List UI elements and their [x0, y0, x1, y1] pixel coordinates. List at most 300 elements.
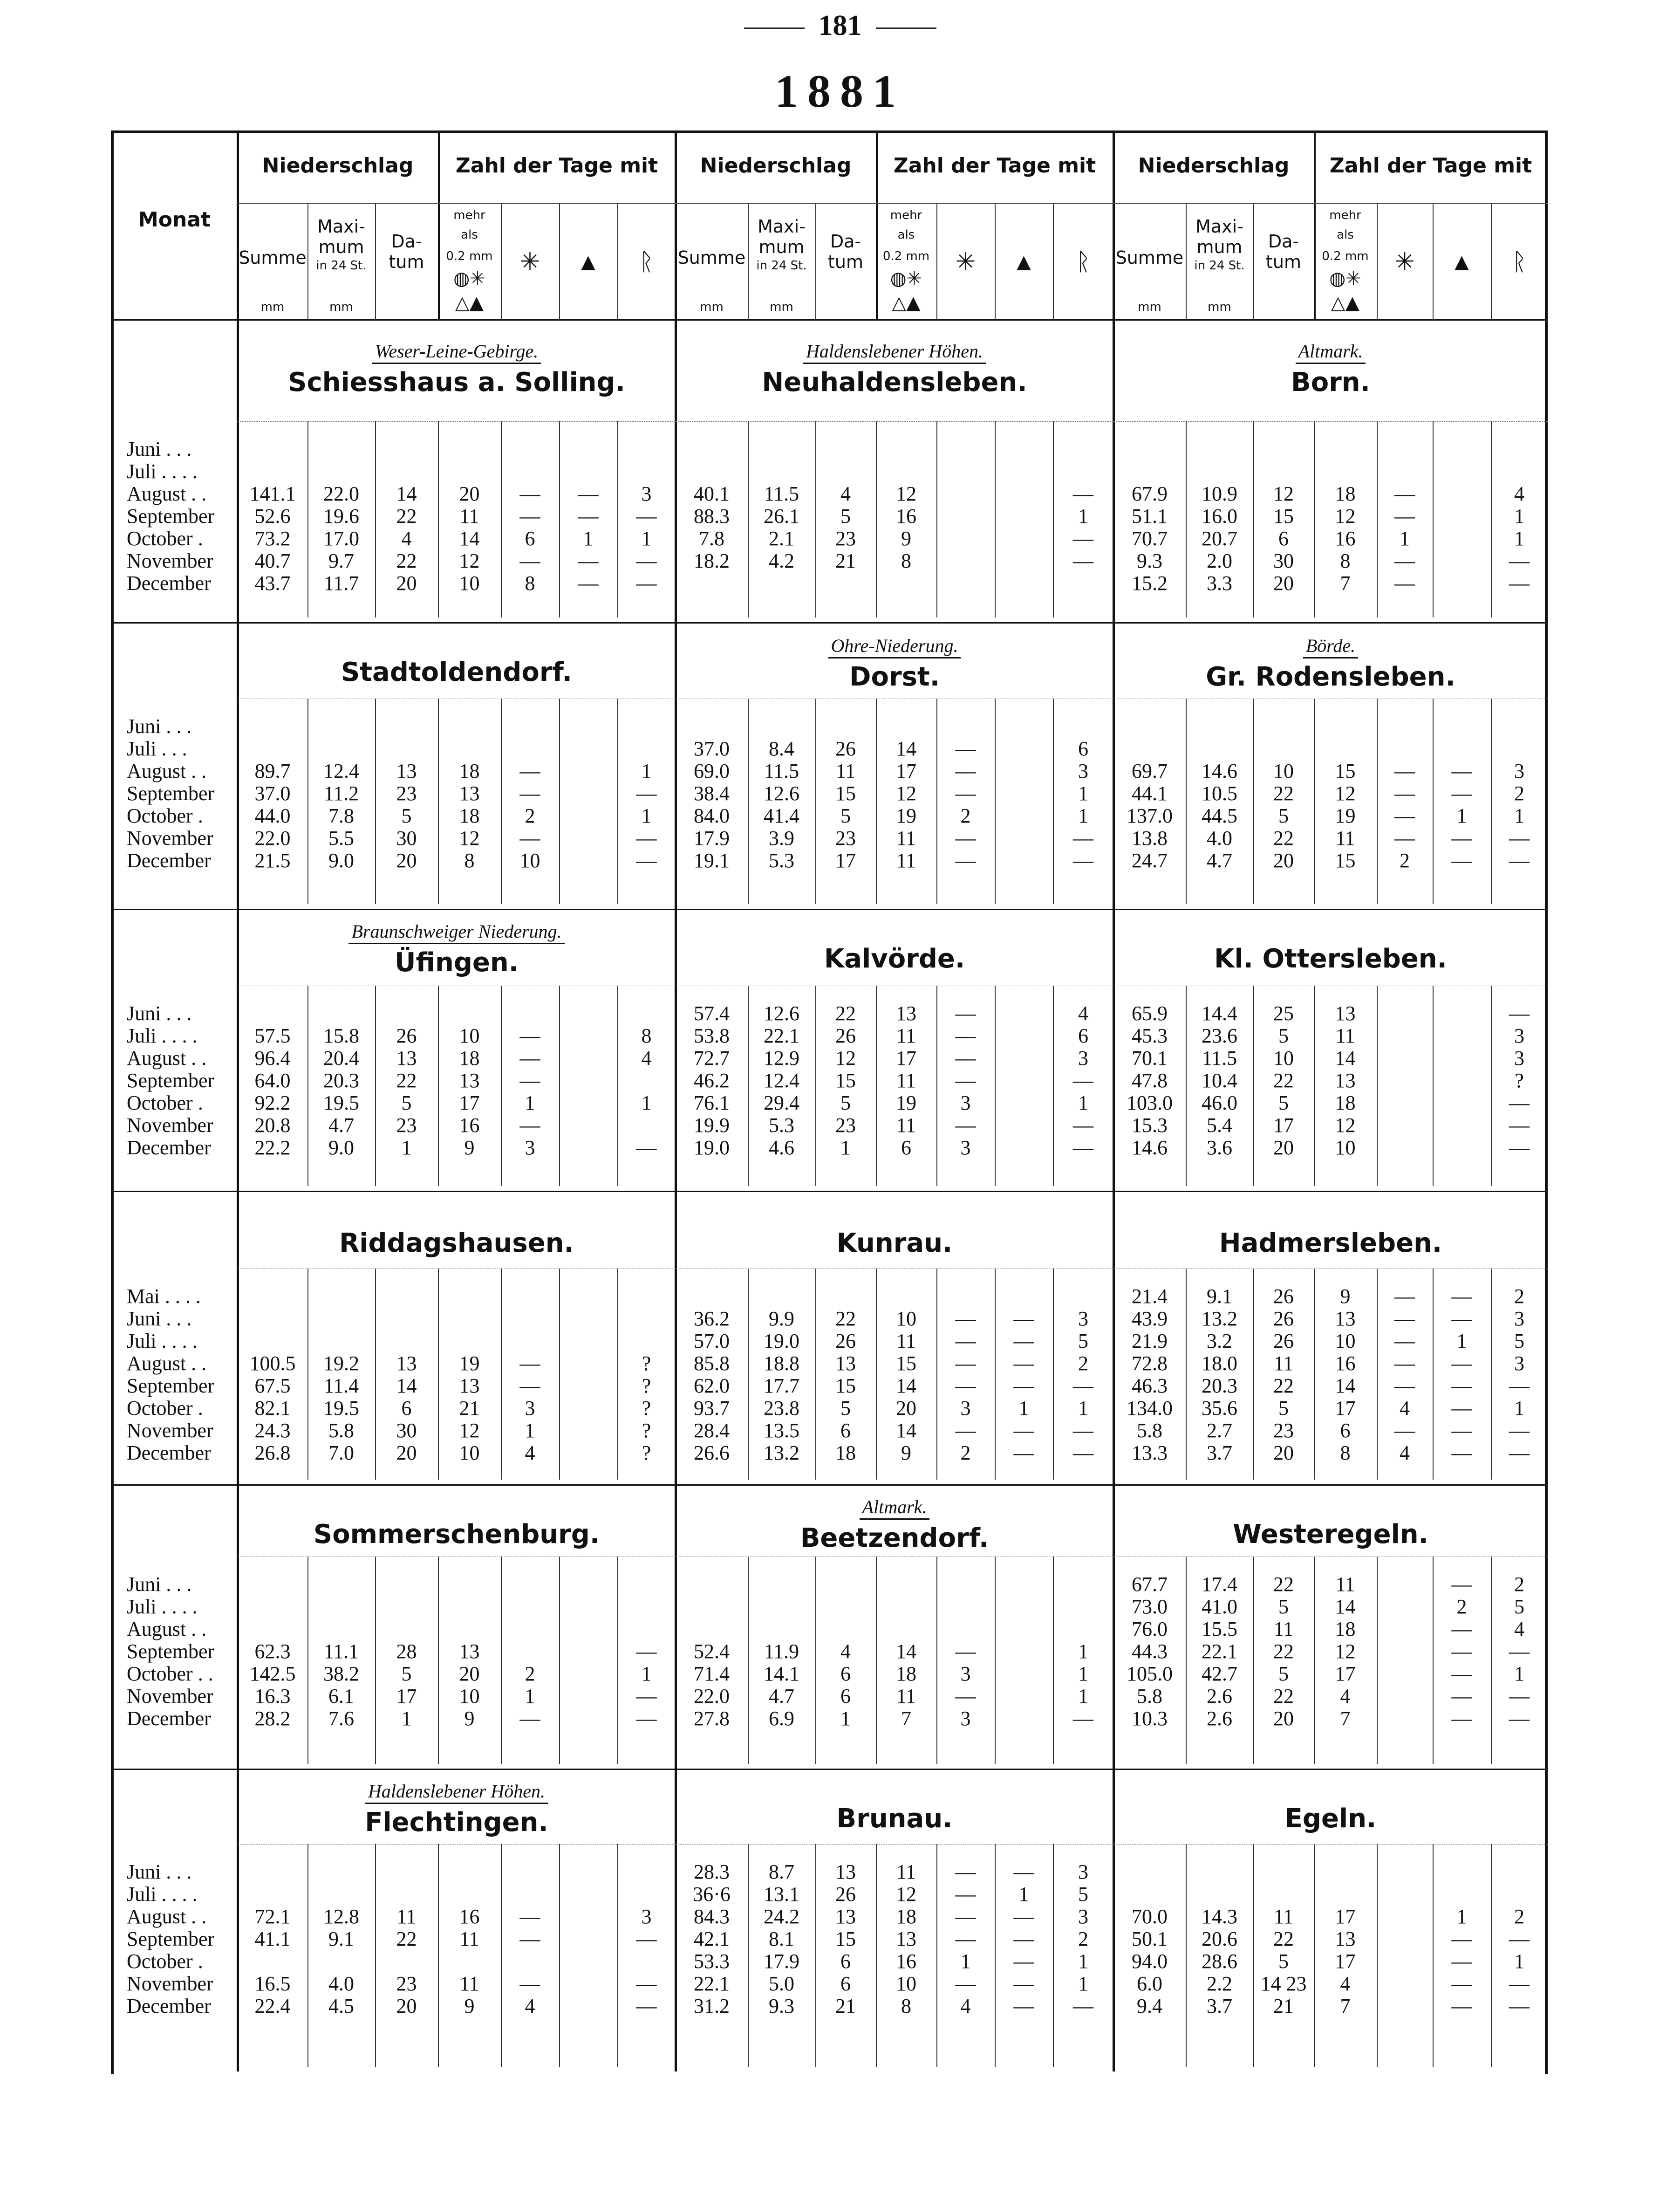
station-name: Kunrau. [836, 1228, 953, 1258]
table-cell: 23 [396, 1972, 417, 1995]
mehr-als-3: 0.2 mm [446, 249, 493, 263]
table-cell: — [1073, 1995, 1093, 2017]
table-cell: 11.5 [764, 482, 799, 505]
table-cell: 2 [1400, 849, 1410, 872]
mehr-als-2: als [1337, 228, 1354, 242]
block-data-rule [676, 1844, 1113, 1845]
table-cell: 6 [840, 1972, 851, 1995]
table-cell: 20 [1273, 1707, 1294, 1730]
station-name: Gr. Rodensleben. [1206, 662, 1455, 692]
table-cell: 11 [396, 1905, 417, 1928]
table-cell: 3.2 [1207, 1330, 1232, 1352]
table-cell: — [519, 1905, 540, 1928]
table-cell: 82.1 [254, 1397, 291, 1420]
table-cell: 6 [525, 527, 535, 550]
table-cell: 23 [835, 1114, 856, 1137]
month-label: September [127, 505, 215, 528]
table-cell: 8.4 [769, 737, 794, 760]
table-cell: 3 [1514, 1047, 1524, 1070]
month-label: November [127, 1419, 213, 1442]
table-cell: 7 [1340, 1995, 1351, 2017]
month-label: Mai . . . . [127, 1285, 201, 1308]
table-cell: 19.6 [323, 505, 359, 528]
monat-header: Monat [137, 208, 211, 232]
table-cell: 26.1 [764, 505, 799, 528]
table-cell: 6 [901, 1136, 911, 1159]
table-cell: — [1509, 1707, 1530, 1730]
table-cell: 5 [1278, 1091, 1289, 1114]
table-cell: 17 [896, 760, 916, 782]
table-cell: — [1013, 1927, 1034, 1950]
table-cell: 11 [1273, 1905, 1294, 1928]
table-cell: 38.2 [323, 1662, 359, 1685]
table-cell: — [519, 782, 540, 805]
table-cell: 3 [1078, 1047, 1088, 1070]
table-cell: 11 [459, 1927, 479, 1950]
table-cell: — [955, 1905, 976, 1928]
table-cell: 13 [396, 760, 417, 782]
table-cell: — [1451, 849, 1472, 872]
month-label: December [127, 1136, 211, 1159]
datum-header-1: Da- [1268, 231, 1299, 252]
table-cell: 20 [1273, 572, 1294, 595]
table-cell: — [955, 827, 976, 850]
table-cell: — [1394, 827, 1415, 850]
table-cell: 11 [896, 1685, 916, 1708]
block-data-rule [1113, 421, 1548, 422]
table-cell: 3 [960, 1091, 971, 1114]
month-label: Juli . . . . [127, 460, 198, 483]
table-cell: 17.9 [694, 827, 730, 850]
zahl-der-tage-header: Zahl der Tage mit [1329, 154, 1532, 178]
table-cell: 9.3 [769, 1995, 794, 2017]
month-label: December [127, 1441, 211, 1464]
table-cell: 41.0 [1202, 1595, 1237, 1618]
table-cell: 22.1 [764, 1024, 799, 1047]
table-cell: 13 [1335, 1002, 1356, 1025]
table-cell: 16 [459, 1905, 480, 1928]
mehr-als-1: mehr [453, 208, 485, 222]
table-cell: 19.2 [323, 1352, 359, 1375]
table-cell: — [955, 737, 976, 760]
table-cell: — [519, 549, 540, 572]
table-cell: 14 [896, 737, 916, 760]
table-cell: 13 [835, 1905, 856, 1928]
table-cell: 2 [960, 1441, 971, 1464]
table-cell: — [1013, 1441, 1034, 1464]
table-cell: 11 [459, 1972, 479, 1995]
table-cell: 20 [396, 1441, 417, 1464]
table-cell: — [1394, 1285, 1415, 1308]
table-cell: 14 [896, 1374, 916, 1397]
month-label: Juli . . . . [127, 1024, 198, 1047]
table-cell: 28.6 [1202, 1950, 1237, 1973]
rain-snow-icon: ◍✳ [1329, 268, 1361, 289]
table-cell: 1 [1078, 1091, 1088, 1114]
zahl-der-tage-header: Zahl der Tage mit [455, 154, 658, 178]
data-col-line [501, 1844, 502, 2067]
month-label: Juni . . . [127, 1860, 192, 1883]
table-cell: 13 [459, 1374, 480, 1397]
table-cell: 21 [1273, 1995, 1294, 2017]
table-cell: 7.0 [328, 1441, 354, 1464]
table-cell: 69.0 [694, 760, 730, 782]
table-cell: — [636, 1640, 657, 1663]
table-cell: — [1073, 1374, 1093, 1397]
table-cell: 5 [1514, 1330, 1524, 1352]
table-cell: 3 [960, 1397, 971, 1420]
table-cell: 9 [464, 1707, 475, 1730]
niederschlag-header: Niederschlag [262, 154, 414, 178]
table-cell: 18.0 [1202, 1352, 1237, 1375]
table-cell: 22 [1273, 1640, 1294, 1663]
summe-header: Summe [677, 247, 746, 268]
table-cell: 1 [1078, 1640, 1088, 1663]
table-cell: 5.0 [769, 1972, 794, 1995]
block-data-rule [1113, 1844, 1548, 1845]
table-cell: 1 [641, 804, 652, 827]
table-cell: 6.0 [1137, 1972, 1162, 1995]
month-label: November [127, 827, 213, 850]
table-cell: 4.0 [1207, 827, 1232, 850]
table-cell: — [1509, 1136, 1530, 1159]
station-name: Stadtoldendorf. [341, 657, 573, 687]
table-cell: 26 [1273, 1330, 1294, 1352]
table-cell: 8 [901, 549, 911, 572]
table-cell: — [636, 849, 657, 872]
table-cell: 16 [896, 1950, 916, 1973]
table-cell: — [1013, 1905, 1034, 1928]
table-cell: 8 [1340, 1441, 1351, 1464]
table-cell: 5 [840, 1397, 851, 1420]
table-cell: — [1394, 1374, 1415, 1397]
table-cell: 2 [1514, 1905, 1524, 1928]
month-label: October . [127, 1950, 203, 1973]
table-cell: 9.9 [769, 1307, 794, 1330]
table-cell: 41.4 [764, 804, 799, 827]
station-name: Schiesshaus a. Solling. [288, 367, 625, 398]
region-label-text: Braunschweiger Niederung. [348, 921, 564, 944]
table-cell: 13.8 [1132, 827, 1168, 850]
table-cell: 71.4 [694, 1662, 730, 1685]
table-cell: 5 [401, 1091, 412, 1114]
thunder-icon: ᚱ [639, 248, 654, 276]
hail-graupel-icon: △▲ [1331, 292, 1360, 314]
table-cell: — [636, 827, 657, 850]
table-cell: 17 [1335, 1397, 1356, 1420]
table-cell: 4 [1340, 1685, 1351, 1708]
station-name: Üfingen. [394, 947, 519, 978]
table-cell: 9 [464, 1995, 475, 2017]
month-label: August . . [127, 1905, 207, 1928]
table-cell: 1 [641, 1091, 652, 1114]
region-label [238, 1780, 676, 1802]
table-cell: 1 [1514, 1397, 1524, 1420]
table-cell: — [1073, 549, 1093, 572]
table-cell: 15 [1273, 505, 1294, 528]
table-cell: 20.6 [1202, 1927, 1237, 1950]
region-label [238, 340, 676, 362]
table-cell: 3 [1514, 760, 1524, 782]
table-cell: 10 [459, 1024, 480, 1047]
rain-snow-icon: ◍✳ [453, 268, 485, 289]
table-cell: 26 [835, 1883, 856, 1906]
summe-unit: mm [260, 300, 285, 314]
maximum-unit: mm [1208, 300, 1231, 314]
table-cell: 46.0 [1202, 1091, 1237, 1114]
table-cell: — [1451, 1950, 1472, 1973]
month-label: December [127, 572, 211, 595]
table-cell: 13 [396, 1047, 417, 1070]
table-cell: 35.6 [1202, 1397, 1237, 1420]
table-cell: 20.8 [254, 1114, 291, 1137]
table-cell: — [1073, 827, 1093, 850]
table-cell: 11 [835, 760, 856, 782]
table-cell: 11 [896, 1024, 916, 1047]
table-cell: — [1394, 549, 1415, 572]
table-cell: — [1394, 1330, 1415, 1352]
table-cell: 5 [401, 804, 412, 827]
table-cell: 8.7 [769, 1860, 794, 1883]
table-cell: 5 [1278, 1024, 1289, 1047]
table-cell: 7.8 [328, 804, 354, 827]
table-cell: 9.3 [1137, 549, 1162, 572]
table-cell: — [1451, 1285, 1472, 1308]
station-name: Born. [1291, 367, 1370, 398]
data-col-line [1433, 421, 1434, 617]
table-cell: 85.8 [694, 1352, 730, 1375]
table-cell: 21.5 [254, 849, 291, 872]
table-cell: 142.5 [249, 1662, 296, 1685]
month-label: Juli . . . [127, 737, 187, 760]
table-cell: 26 [396, 1024, 417, 1047]
table-cell: 36·6 [693, 1883, 731, 1906]
table-cell: 7 [901, 1707, 911, 1730]
table-cell: 2.0 [1207, 549, 1232, 572]
table-cell: — [1451, 1995, 1472, 2017]
data-col-line [501, 1557, 502, 1764]
table-cell: — [636, 505, 657, 528]
table-cell: — [1509, 572, 1530, 595]
table-cell: 4.5 [328, 1995, 354, 2017]
table-cell: — [955, 1860, 976, 1883]
month-label: October . . [127, 1662, 213, 1685]
table-cell: — [955, 760, 976, 782]
header-mid-line [238, 203, 676, 204]
table-cell: 72.1 [254, 1905, 291, 1928]
table-cell: 1 [641, 760, 652, 782]
table-cell: 10.4 [1202, 1069, 1237, 1092]
table-cell: 3.3 [1207, 572, 1232, 595]
table-cell: 14 23 [1260, 1972, 1307, 1995]
table-cell: — [1509, 1972, 1530, 1995]
table-cell: 18.8 [764, 1352, 799, 1375]
table-cell: 6 [840, 1685, 851, 1708]
table-cell: 4 [840, 1640, 851, 1663]
table-cell: 45.3 [1132, 1024, 1168, 1047]
table-cell: — [519, 1927, 540, 1950]
table-cell: 10 [896, 1307, 916, 1330]
table-cell: — [1073, 1441, 1093, 1464]
table-cell: — [1013, 1307, 1034, 1330]
table-cell: 20 [396, 1995, 417, 2017]
table-cell: — [519, 1047, 540, 1070]
snow-icon: ✳ [519, 248, 540, 276]
table-cell: — [636, 549, 657, 572]
table-cell: — [1509, 549, 1530, 572]
table-cell: 11.9 [764, 1640, 799, 1663]
table-cell: 7 [1340, 1707, 1351, 1730]
station-name: Egeln. [1284, 1804, 1377, 1834]
table-cell: 22.1 [1202, 1640, 1237, 1663]
table-cell: 1 [401, 1136, 412, 1159]
table-cell: 1 [1514, 505, 1524, 528]
table-cell: 8 [641, 1024, 652, 1047]
table-cell: 10 [459, 1441, 480, 1464]
table-cell: 5 [840, 505, 851, 528]
table-cell: 15 [835, 1927, 856, 1950]
table-cell: — [1451, 1441, 1472, 1464]
data-col-line [1377, 1844, 1378, 2067]
table-cell: — [1394, 804, 1415, 827]
month-label: September [127, 1374, 215, 1397]
month-label: December [127, 1995, 211, 2017]
table-cell: 5 [1514, 1595, 1524, 1618]
table-cell: 3 [1514, 1024, 1524, 1047]
data-col-line [438, 1844, 439, 2067]
table-cell: 4 [1400, 1397, 1410, 1420]
table-cell: 13 [1335, 1069, 1356, 1092]
region-label [1113, 635, 1548, 657]
table-cell: 4 [525, 1995, 535, 2017]
table-cell: 13 [1335, 1927, 1356, 1950]
data-col-line [559, 1269, 560, 1480]
table-cell: 21.4 [1132, 1285, 1168, 1308]
table-cell: 26 [1273, 1285, 1294, 1308]
table-cell: — [1394, 1352, 1415, 1375]
table-cell: 18 [459, 760, 480, 782]
table-cell: 57.5 [254, 1024, 291, 1047]
hail-icon: ▲ [1017, 251, 1031, 273]
header-mid-line [676, 203, 1113, 204]
table-cell: 5.5 [328, 827, 354, 850]
table-cell: 1 [840, 1707, 851, 1730]
table-cell: 26 [835, 1330, 856, 1352]
month-label: Juli . . . . [127, 1883, 198, 1906]
table-cell: — [1451, 1972, 1472, 1995]
table-cell: — [1073, 1114, 1093, 1137]
table-cell: — [1509, 1995, 1530, 2017]
table-cell: — [1451, 1374, 1472, 1397]
table-cell: 17 [396, 1685, 417, 1708]
snow-icon: ✳ [1394, 248, 1415, 276]
table-cell: — [1013, 1972, 1034, 1995]
table-cell: — [578, 505, 599, 528]
table-cell: 44.5 [1202, 804, 1237, 827]
table-cell: 69.7 [1132, 760, 1168, 782]
table-cell: 10.3 [1132, 1707, 1168, 1730]
table-cell: 37.0 [694, 737, 730, 760]
table-cell: 17 [835, 849, 856, 872]
table-cell: ? [642, 1352, 651, 1375]
table-cell: — [955, 849, 976, 872]
mehr-als-1: mehr [1329, 208, 1361, 222]
table-cell: 28.2 [254, 1707, 291, 1730]
maximum-header-1: Maxi- [1195, 216, 1243, 237]
table-cell: 17 [1335, 1905, 1356, 1928]
table-cell: 26.8 [254, 1441, 291, 1464]
table-cell: 23 [396, 1114, 417, 1137]
table-cell: 22.4 [254, 1995, 291, 2017]
table-cell: 47.8 [1132, 1069, 1168, 1092]
table-cell: ? [642, 1397, 651, 1420]
data-col-line [375, 1844, 376, 2067]
table-cell: ? [642, 1419, 651, 1442]
table-cell: 13 [459, 1069, 480, 1092]
table-cell: 10 [896, 1972, 916, 1995]
data-col-line [617, 1844, 618, 2067]
month-label: August . . [127, 1352, 207, 1375]
table-cell: — [1451, 1707, 1472, 1730]
table-cell: 2 [525, 804, 535, 827]
month-label: Juli . . . . [127, 1330, 198, 1352]
table-cell: 6 [840, 1662, 851, 1685]
table-cell: 4.7 [328, 1114, 354, 1137]
table-cell: 14 [396, 1374, 417, 1397]
table-cell: 23 [396, 782, 417, 805]
table-cell: 10 [1335, 1136, 1356, 1159]
block-separator [111, 622, 1548, 624]
datum-header-2: tum [828, 252, 863, 272]
table-cell: 16.0 [1202, 505, 1237, 528]
niederschlag-header: Niederschlag [700, 154, 852, 178]
table-cell: 30 [396, 1419, 417, 1442]
table-cell: 5 [1278, 1662, 1289, 1685]
table-cell: 22 [396, 1927, 417, 1950]
table-cell: 14.6 [1132, 1136, 1168, 1159]
table-cell: 6 [840, 1419, 851, 1442]
maximum-header-3: in 24 St. [316, 259, 367, 273]
table-cell: 12.8 [323, 1905, 359, 1928]
table-cell: 41.1 [254, 1927, 291, 1950]
block-data-rule [238, 421, 676, 422]
table-cell: 2 [960, 804, 971, 827]
table-cell: — [636, 1972, 657, 1995]
table-cell: 9.7 [328, 549, 354, 572]
table-cell: 9 [901, 1441, 911, 1464]
table-cell: 23.6 [1202, 1024, 1237, 1047]
table-cell: — [636, 572, 657, 595]
table-cell: 23 [835, 527, 856, 550]
table-cell: 3.6 [1207, 1136, 1232, 1159]
table-cell: 12 [896, 482, 916, 505]
table-cell: 2.2 [1207, 1972, 1232, 1995]
table-cell: 3 [1514, 1307, 1524, 1330]
table-cell: 19 [896, 804, 916, 827]
table-cell: 1 [1078, 1397, 1088, 1420]
table-cell: — [1451, 1352, 1472, 1375]
table-cell: 5 [840, 1091, 851, 1114]
table-cell: 28.3 [694, 1860, 730, 1883]
table-cell: 5 [1078, 1330, 1088, 1352]
data-col-line [559, 1557, 560, 1764]
region-label-text: Weser-Leine-Gebirge. [372, 341, 541, 364]
table-cell: — [1394, 782, 1415, 805]
table-cell: 53.3 [694, 1950, 730, 1973]
table-cell: 8 [525, 572, 535, 595]
table-cell: — [578, 549, 599, 572]
table-cell: 2.1 [769, 527, 794, 550]
